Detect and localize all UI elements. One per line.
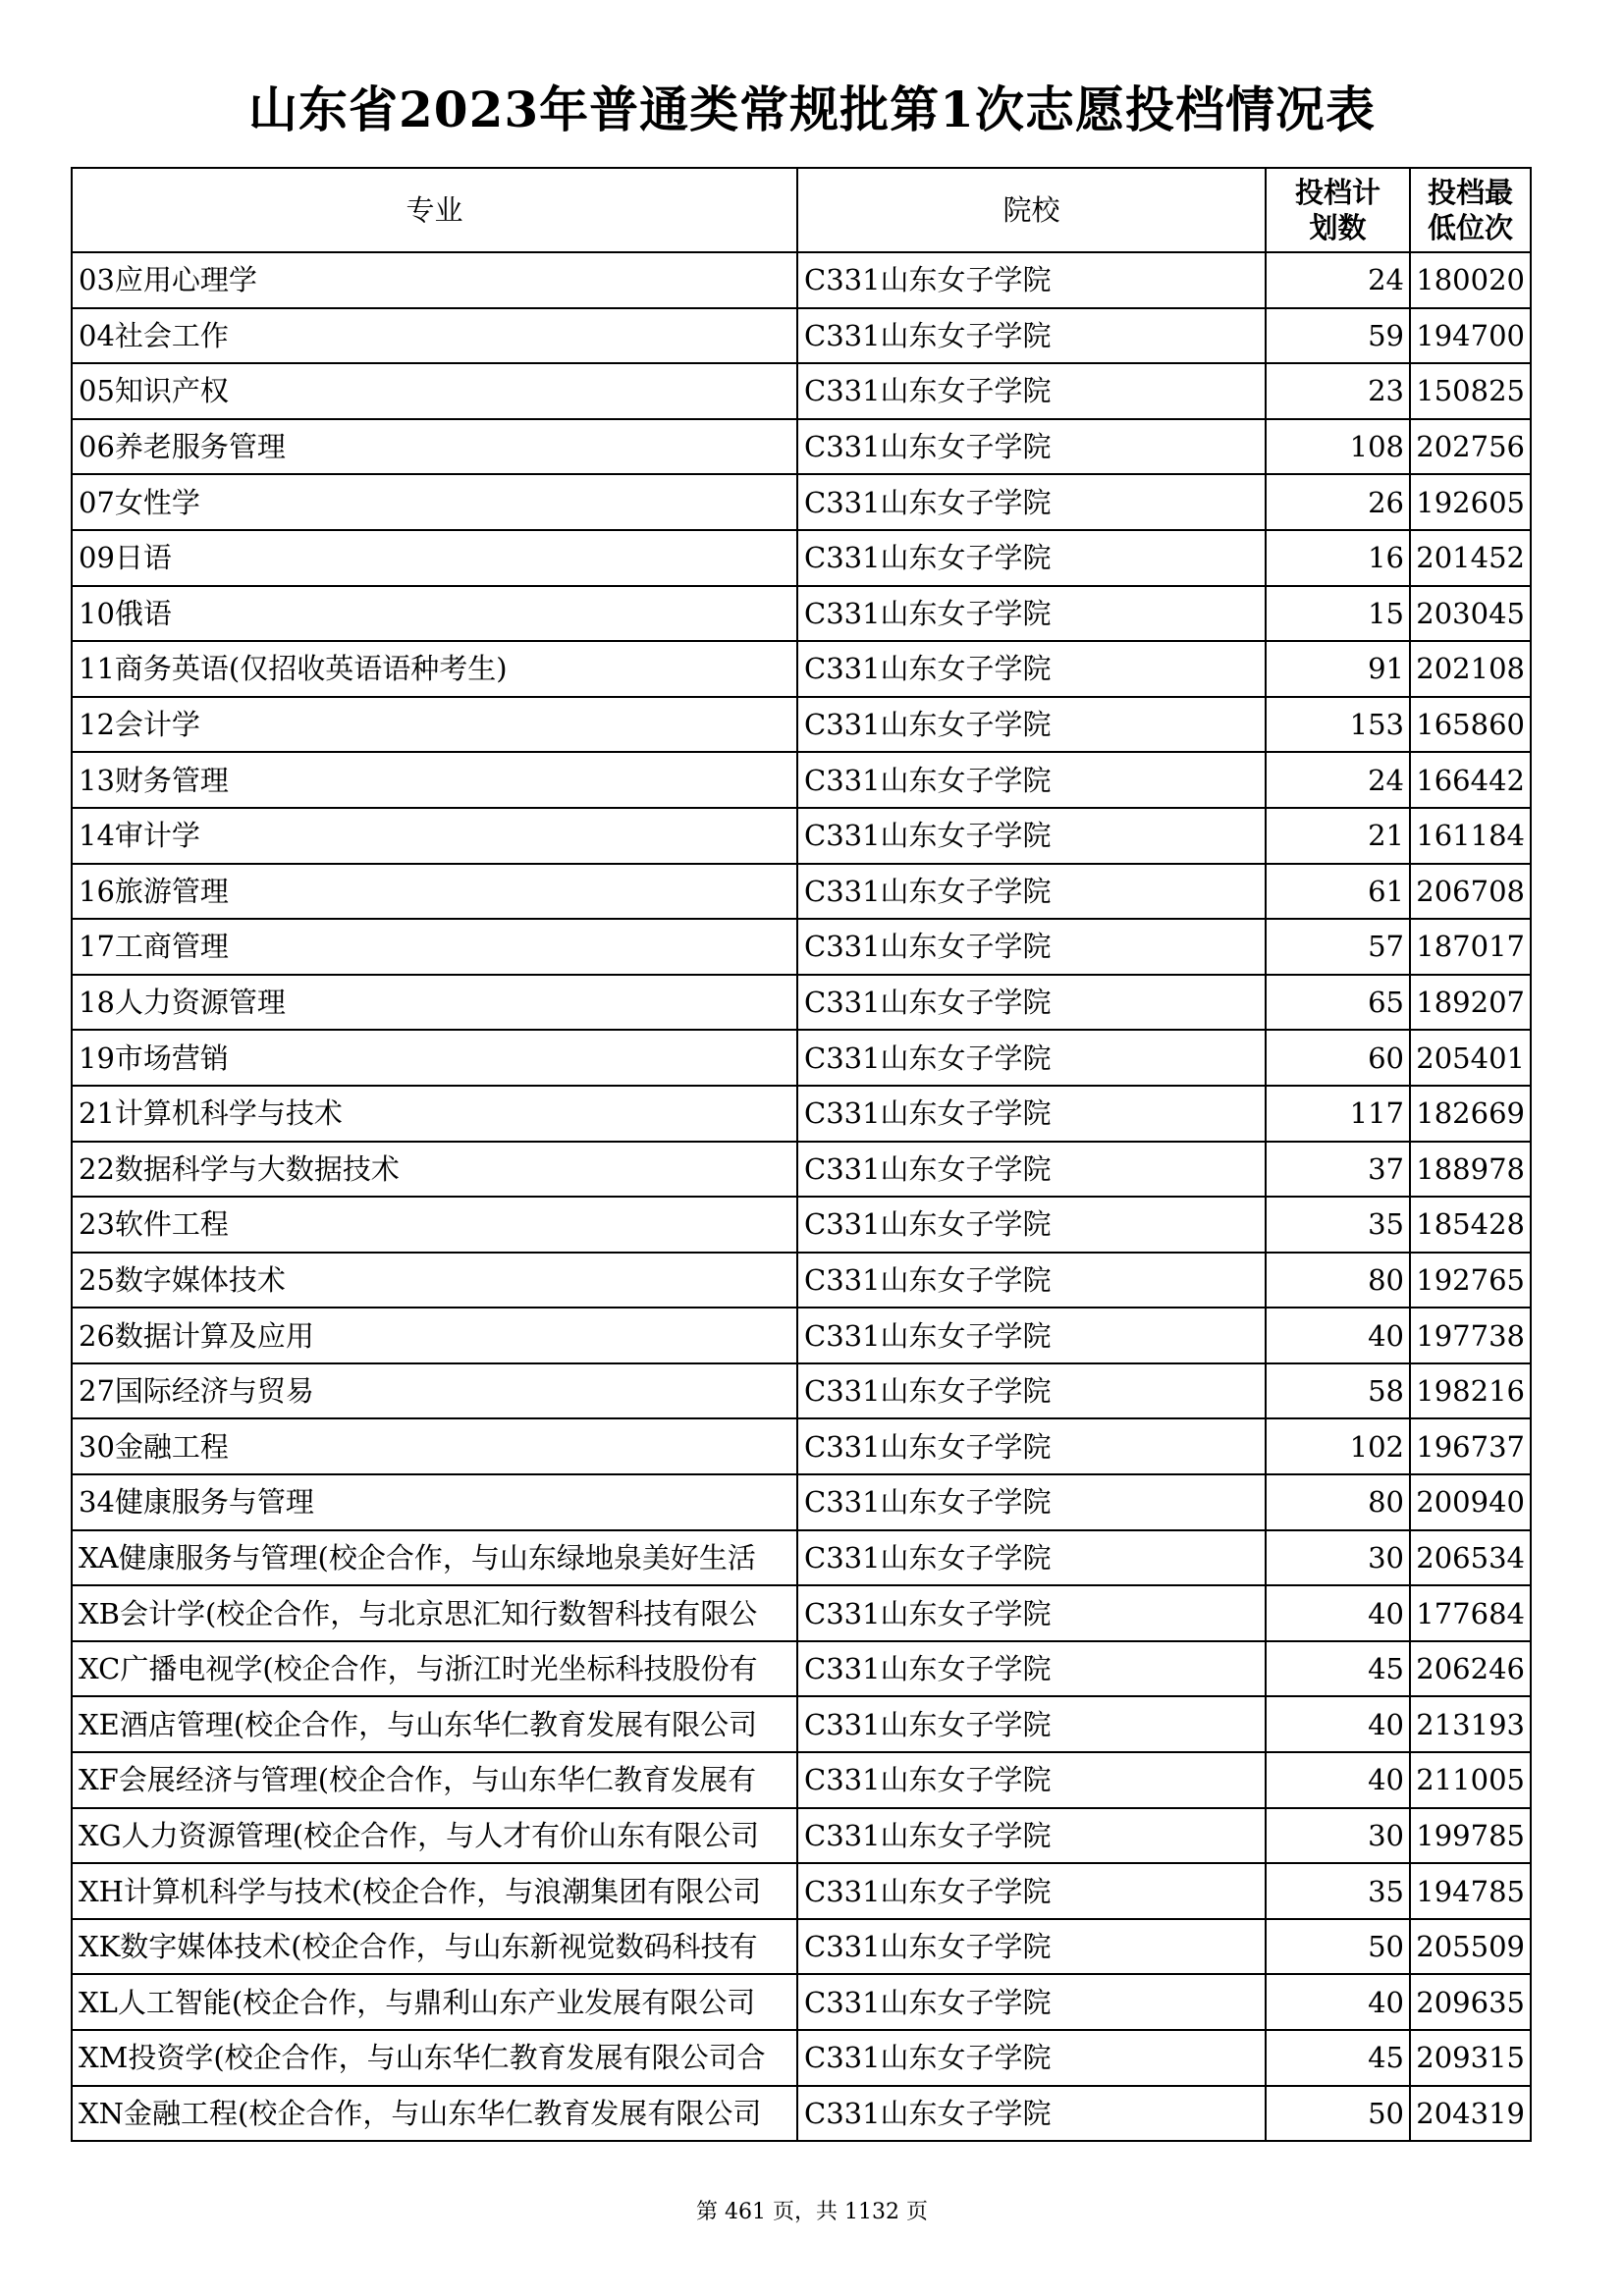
cell-plan: 117 [1266,1086,1410,1142]
cell-major: 22数据科学与大数据技术 [72,1142,797,1198]
cell-major: 11商务英语(仅招收英语语种考生) [72,641,797,697]
page-footer: 第 461 页，共 1132 页 [696,2200,928,2224]
cell-major: 34健康服务与管理 [72,1474,797,1530]
cell-plan: 40 [1266,1974,1410,2030]
cell-major: 18人力资源管理 [72,975,797,1031]
header-rank-line1: 投档最 [1427,176,1513,209]
header-rank-line2: 低位次 [1427,211,1513,244]
cell-rank: 209635 [1410,1974,1531,2030]
cell-school: C331山东女子学院 [797,697,1266,753]
table-row [72,2030,1531,2086]
cell-rank: 213193 [1410,1696,1531,1752]
cell-plan: 40 [1266,1585,1410,1641]
cell-major: 05知识产权 [72,363,797,419]
cell-rank: 202108 [1410,641,1531,697]
cell-school: C331山东女子学院 [797,1142,1266,1198]
cell-plan: 59 [1266,308,1410,364]
table-header-row [72,168,1531,252]
table-row [72,864,1531,920]
cell-major: 30金融工程 [72,1418,797,1474]
cell-major: XA健康服务与管理(校企合作，与山东绿地泉美好生活 [72,1530,797,1586]
cell-school: C331山东女子学院 [797,1086,1266,1142]
table-row [72,1474,1531,1530]
header-rank [1410,168,1531,252]
cell-plan: 24 [1266,252,1410,308]
cell-major: 14审计学 [72,808,797,864]
cell-rank: 187017 [1410,919,1531,975]
cell-rank: 182669 [1410,1086,1531,1142]
cell-plan: 24 [1266,752,1410,808]
cell-rank: 192605 [1410,474,1531,530]
cell-plan: 15 [1266,586,1410,642]
table-row [72,1696,1531,1752]
table-row [72,1863,1531,1919]
cell-major: 10俄语 [72,586,797,642]
cell-rank: 199785 [1410,1808,1531,1864]
cell-rank: 206708 [1410,864,1531,920]
cell-plan: 91 [1266,641,1410,697]
cell-plan: 61 [1266,864,1410,920]
cell-school: C331山东女子学院 [797,252,1266,308]
cell-school: C331山东女子学院 [797,1919,1266,1975]
cell-rank: 206534 [1410,1530,1531,1586]
cell-school: C331山东女子学院 [797,1197,1266,1253]
table-row [72,308,1531,364]
cell-plan: 40 [1266,1696,1410,1752]
table-row [72,1585,1531,1641]
cell-plan: 40 [1266,1752,1410,1808]
cell-rank: 194785 [1410,1863,1531,1919]
cell-rank: 200940 [1410,1474,1531,1530]
cell-major: XL人工智能(校企合作，与鼎利山东产业发展有限公司 [72,1974,797,2030]
table-row [72,808,1531,864]
cell-school: C331山东女子学院 [797,2086,1266,2142]
table-row [72,363,1531,419]
cell-major: 17工商管理 [72,919,797,975]
cell-plan: 26 [1266,474,1410,530]
cell-major: 12会计学 [72,697,797,753]
cell-major: 04社会工作 [72,308,797,364]
cell-rank: 161184 [1410,808,1531,864]
cell-major: 07女性学 [72,474,797,530]
cell-major: 23软件工程 [72,1197,797,1253]
cell-plan: 80 [1266,1474,1410,1530]
cell-school: C331山东女子学院 [797,752,1266,808]
table-row [72,697,1531,753]
table-row [72,919,1531,975]
cell-school: C331山东女子学院 [797,1418,1266,1474]
cell-rank: 189207 [1410,975,1531,1031]
cell-school: C331山东女子学院 [797,1641,1266,1697]
header-plan-line2: 划数 [1309,211,1367,244]
cell-major: 26数据计算及应用 [72,1308,797,1363]
cell-plan: 35 [1266,1197,1410,1253]
cell-plan: 80 [1266,1253,1410,1308]
table-row [72,1253,1531,1308]
cell-major: 19市场营销 [72,1030,797,1086]
table-row [72,1363,1531,1419]
cell-plan: 16 [1266,530,1410,586]
admission-table [71,167,1532,2142]
table-row [72,1418,1531,1474]
cell-rank: 185428 [1410,1197,1531,1253]
cell-rank: 166442 [1410,752,1531,808]
cell-rank: 192765 [1410,1253,1531,1308]
cell-major: 21计算机科学与技术 [72,1086,797,1142]
table-row [72,1086,1531,1142]
cell-rank: 165860 [1410,697,1531,753]
cell-major: 06养老服务管理 [72,419,797,475]
cell-plan: 21 [1266,808,1410,864]
table-row [72,1142,1531,1198]
table-row [72,2086,1531,2142]
table-row [72,641,1531,697]
cell-major: 13财务管理 [72,752,797,808]
table-row [72,474,1531,530]
cell-rank: 206246 [1410,1641,1531,1697]
cell-school: C331山东女子学院 [797,808,1266,864]
cell-school: C331山东女子学院 [797,363,1266,419]
cell-plan: 102 [1266,1418,1410,1474]
cell-major: 27国际经济与贸易 [72,1363,797,1419]
cell-school: C331山东女子学院 [797,419,1266,475]
cell-plan: 108 [1266,419,1410,475]
cell-rank: 204319 [1410,2086,1531,2142]
cell-major: XK数字媒体技术(校企合作，与山东新视觉数码科技有 [72,1919,797,1975]
table-row [72,752,1531,808]
cell-rank: 202756 [1410,419,1531,475]
cell-plan: 153 [1266,697,1410,753]
cell-school: C331山东女子学院 [797,1863,1266,1919]
cell-rank: 196737 [1410,1418,1531,1474]
table-row [72,1308,1531,1363]
cell-school: C331山东女子学院 [797,1808,1266,1864]
cell-major: XE酒店管理(校企合作，与山东华仁教育发展有限公司 [72,1696,797,1752]
cell-rank: 150825 [1410,363,1531,419]
cell-rank: 197738 [1410,1308,1531,1363]
cell-major: XN金融工程(校企合作，与山东华仁教育发展有限公司 [72,2086,797,2142]
cell-school: C331山东女子学院 [797,1308,1266,1363]
cell-major: XC广播电视学(校企合作，与浙江时光坐标科技股份有 [72,1641,797,1697]
cell-school: C331山东女子学院 [797,1696,1266,1752]
table-row [72,1752,1531,1808]
cell-plan: 57 [1266,919,1410,975]
table-row [72,1030,1531,1086]
cell-school: C331山东女子学院 [797,1974,1266,2030]
cell-plan: 23 [1266,363,1410,419]
table-row [72,1808,1531,1864]
table-row [72,1919,1531,1975]
table-row [72,252,1531,308]
table-row [72,1530,1531,1586]
cell-rank: 188978 [1410,1142,1531,1198]
cell-rank: 203045 [1410,586,1531,642]
cell-school: C331山东女子学院 [797,641,1266,697]
cell-school: C331山东女子学院 [797,1530,1266,1586]
cell-plan: 35 [1266,1863,1410,1919]
table-row [72,975,1531,1031]
cell-plan: 37 [1266,1142,1410,1198]
cell-plan: 50 [1266,2086,1410,2142]
cell-school: C331山东女子学院 [797,919,1266,975]
cell-plan: 40 [1266,1308,1410,1363]
cell-rank: 205401 [1410,1030,1531,1086]
cell-plan: 30 [1266,1530,1410,1586]
table-row [72,586,1531,642]
table-row [72,1641,1531,1697]
cell-major: XB会计学(校企合作，与北京思汇知行数智科技有限公 [72,1585,797,1641]
cell-rank: 194700 [1410,308,1531,364]
table-row [72,530,1531,586]
cell-school: C331山东女子学院 [797,1585,1266,1641]
cell-plan: 30 [1266,1808,1410,1864]
cell-school: C331山东女子学院 [797,1474,1266,1530]
cell-school: C331山东女子学院 [797,308,1266,364]
table-row [72,419,1531,475]
cell-major: XH计算机科学与技术(校企合作，与浪潮集团有限公司 [72,1863,797,1919]
cell-school: C331山东女子学院 [797,474,1266,530]
cell-rank: 198216 [1410,1363,1531,1419]
cell-school: C331山东女子学院 [797,1363,1266,1419]
header-plan [1266,168,1410,252]
cell-school: C331山东女子学院 [797,1030,1266,1086]
cell-school: C331山东女子学院 [797,1253,1266,1308]
cell-rank: 201452 [1410,530,1531,586]
cell-plan: 65 [1266,975,1410,1031]
table-row [72,1974,1531,2030]
cell-school: C331山东女子学院 [797,864,1266,920]
cell-school: C331山东女子学院 [797,1752,1266,1808]
cell-plan: 45 [1266,1641,1410,1697]
cell-plan: 50 [1266,1919,1410,1975]
cell-rank: 177684 [1410,1585,1531,1641]
cell-rank: 209315 [1410,2030,1531,2086]
cell-plan: 58 [1266,1363,1410,1419]
cell-major: 03应用心理学 [72,252,797,308]
cell-school: C331山东女子学院 [797,975,1266,1031]
cell-major: XM投资学(校企合作，与山东华仁教育发展有限公司合 [72,2030,797,2086]
cell-rank: 211005 [1410,1752,1531,1808]
header-plan-line1: 投档计 [1294,176,1380,209]
cell-major: XG人力资源管理(校企合作，与人才有价山东有限公司 [72,1808,797,1864]
cell-school: C331山东女子学院 [797,530,1266,586]
cell-major: 16旅游管理 [72,864,797,920]
header-school: 院校 [797,168,1266,252]
cell-major: 09日语 [72,530,797,586]
table-row [72,1197,1531,1253]
cell-school: C331山东女子学院 [797,2030,1266,2086]
cell-plan: 45 [1266,2030,1410,2086]
cell-plan: 60 [1266,1030,1410,1086]
header-major: 专业 [72,168,797,252]
cell-major: 25数字媒体技术 [72,1253,797,1308]
cell-school: C331山东女子学院 [797,586,1266,642]
page-title: 山东省2023年普通类常规批第1次志愿投档情况表 [248,80,1376,138]
cell-major: XF会展经济与管理(校企合作，与山东华仁教育发展有 [72,1752,797,1808]
cell-rank: 205509 [1410,1919,1531,1975]
cell-rank: 180020 [1410,252,1531,308]
